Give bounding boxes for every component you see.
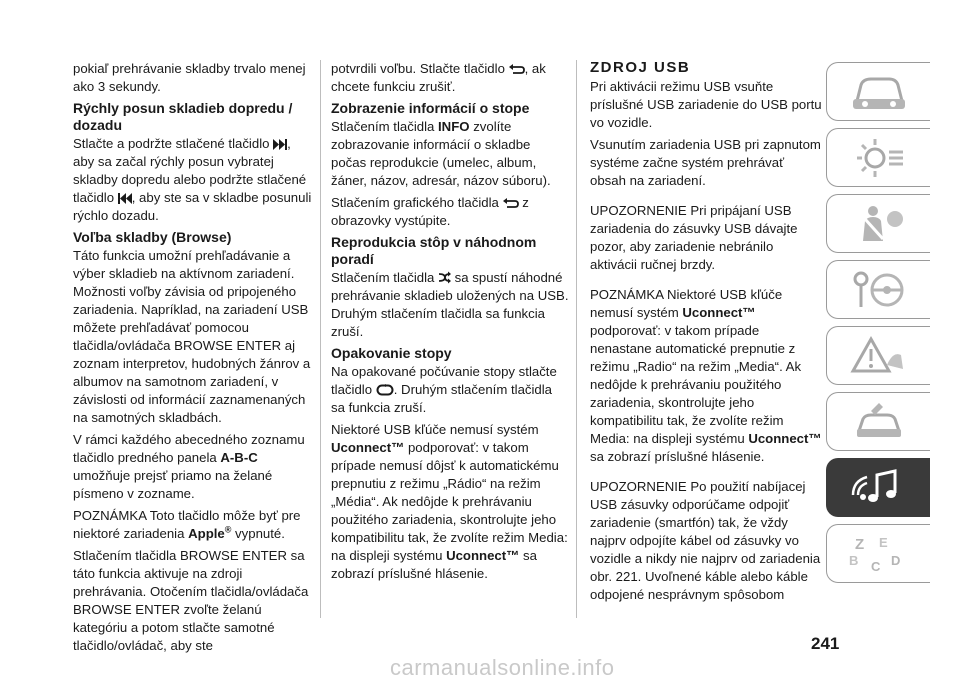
tab-warnings[interactable] <box>826 326 930 385</box>
paragraph: pokiaľ prehrávanie skladby trvalo menej ako 3 sekundy. <box>73 61 306 94</box>
paragraph: V rámci každého abecedného zoznamu tlačidlo predného panela A-B-C umožňuje prejsť priamo na želané písmeno v zozname. <box>73 432 305 501</box>
paragraph: Na opakované počúvanie stopy stlačte tlačidlo . Druhým stlačením tlačidla sa funkcia zruší. <box>331 364 557 415</box>
svg-text:C: C <box>871 559 881 574</box>
column-divider <box>320 60 321 618</box>
repeat-icon <box>376 384 394 396</box>
heading-usb-source: ZDROJ USB <box>590 59 691 76</box>
multimedia-icon <box>849 467 909 509</box>
svg-text:B: B <box>849 553 859 568</box>
page-number: 241 <box>811 634 840 653</box>
paragraph: Táto funkcia umožní prehľadávanie a výber skladieb na aktívnom zariadení. Možnosti voľby závisia od pripojeného zariadenia. Napríklad, na zariadení USB môžete prehľadávať pomocou tlačidla/ovládača BROWSE ENTER aj zoznam interpretov, hudobných žánrov a albumov na samotnom zariadení, v závislosti od informácií zaznamenaných na samotných skladbách. <box>73 248 311 425</box>
column-divider <box>576 60 577 618</box>
paragraph: Stlačením tlačidla sa spustí náhodné prehrávanie skladieb uložených na USB. Druhým stlačením tlačidla sa funkcia zruší. <box>331 270 569 339</box>
svg-text:E: E <box>879 535 888 550</box>
paragraph: POZNÁMKA Toto tlačidlo môže byť pre niektoré zariadenia Apple® vypnuté. <box>73 508 301 541</box>
paragraph: Stlačením tlačidla BROWSE ENTER sa táto funkcia aktivuje na zdroji prehrávania. Otočením tlačidla/ovládača BROWSE ENTER zvoľte želanú kategóriu a potom stlačte samotné tlačidlo/ovládač, aby ste <box>73 548 309 653</box>
shuffle-icon <box>438 271 451 284</box>
column-right <box>590 60 822 608</box>
paragraph: Niektoré USB kľúče nemusí systém Uconnect™ podporovať: v takom prípade nemusí dôjsť k automatickému prepnutiu z režimu „Rádio“ na režim „Média“. Ak nedôjde k prehrávaniu použitého zariadenia, skontrolujte jeho kompatibilitu tak, že zvolíte režim Media: na displeji systému Uconnect™ sa zobrazí príslušné hlásenie. <box>331 422 568 581</box>
heading-browse: Voľba skladby (Browse) <box>73 229 232 245</box>
paragraph: Stlačením tlačidla INFO zvolíte zobrazovanie informácií o skladbe počas reprodukcie (umelec, album, žáner, názov, adresár, názov súboru). <box>331 119 551 188</box>
svg-text:D: D <box>891 553 901 568</box>
svg-text:Z: Z <box>855 536 865 553</box>
heading-repeat: Opakovanie stopy <box>331 345 452 361</box>
warning-triangle-icon <box>849 335 909 377</box>
column-left <box>73 60 313 659</box>
paragraph-warning: UPOZORNENIE Po použití nabíjacej USB zásuvky odporúčame odpojiť zariadenie (smartfón) tak, že vždy najprv odpojíte kábel od zásuvky vo vozidle a nikdy nie najprv od zariadenia obr. 221. Uvoľnené káble alebo káble odpojené nesprávnym spôsobom <box>590 479 821 602</box>
paragraph: Pri aktivácii režimu USB vsuňte príslušné USB zariadenie do USB portu vo vozidle. <box>590 79 822 130</box>
paragraph-warning: UPOZORNENIE Pri pripájaní USB zariadenia do zásuvky USB dávajte pozor, aby zariadenie nebránilo aktivácii ručnej brzdy. <box>590 203 798 272</box>
tab-starting[interactable] <box>826 260 930 319</box>
column-middle <box>331 60 569 587</box>
tab-safety[interactable] <box>826 194 930 253</box>
paragraph-note: POZNÁMKA Niektoré USB kľúče nemusí systém Uconnect™ podporovať: v takom prípade nenastane automatické prepnutie z režimu „Radio“ na režim „Media“. Ak nedôjde k prehrávaniu použitého zariadenia, skontrolujte jeho kompatibilitu tak, že zvolíte režim Media: na displeji systému Uconnect™ sa zobrazí príslušné hlásenie. <box>590 287 822 464</box>
heading-shuffle: Reprodukcia stôp v náhodnom poradí <box>331 234 537 267</box>
fast-rewind-icon <box>118 193 132 204</box>
index-letters-icon <box>849 533 909 575</box>
heading-track-info: Zobrazenie informácií o stope <box>331 100 530 116</box>
back-arrow-icon <box>509 64 525 75</box>
sun-light-icon <box>849 137 909 179</box>
chapter-tabs <box>826 62 930 590</box>
paragraph: Stlačte a podržte stlačené tlačidlo , aby sa začal rýchly posun vybratej skladby dopredu alebo podržte stlačené tlačidlo , aby ste sa v skladbe posunuli rýchlo dozadu. <box>73 136 312 223</box>
tab-index[interactable] <box>826 524 930 583</box>
heading-fast-forward: Rýchly posun skladieb dopredu / dozadu <box>73 100 293 133</box>
paragraph: Stlačením grafického tlačidla z obrazovky vystúpite. <box>331 195 529 228</box>
tab-maintenance[interactable] <box>826 392 930 451</box>
back-arrow-icon <box>503 198 519 209</box>
car-dashboard-icon <box>849 71 909 113</box>
fast-forward-icon <box>273 139 287 150</box>
seatbelt-airbag-icon <box>849 203 909 245</box>
key-steering-wheel-icon <box>849 269 909 311</box>
paragraph: potvrdili voľbu. Stlačte tlačidlo , ak chcete funkciu zrušiť. <box>331 61 546 94</box>
tab-dashboard[interactable] <box>826 62 930 121</box>
tab-lights[interactable] <box>826 128 930 187</box>
watermark: carmanualsonline.info <box>390 655 615 680</box>
paragraph: Vsunutím zariadenia USB pri zapnutom systéme začne systém prehrávať obsah na zariadení. <box>590 137 821 188</box>
tab-multimedia[interactable] <box>826 458 930 517</box>
wrench-car-icon <box>849 401 909 443</box>
